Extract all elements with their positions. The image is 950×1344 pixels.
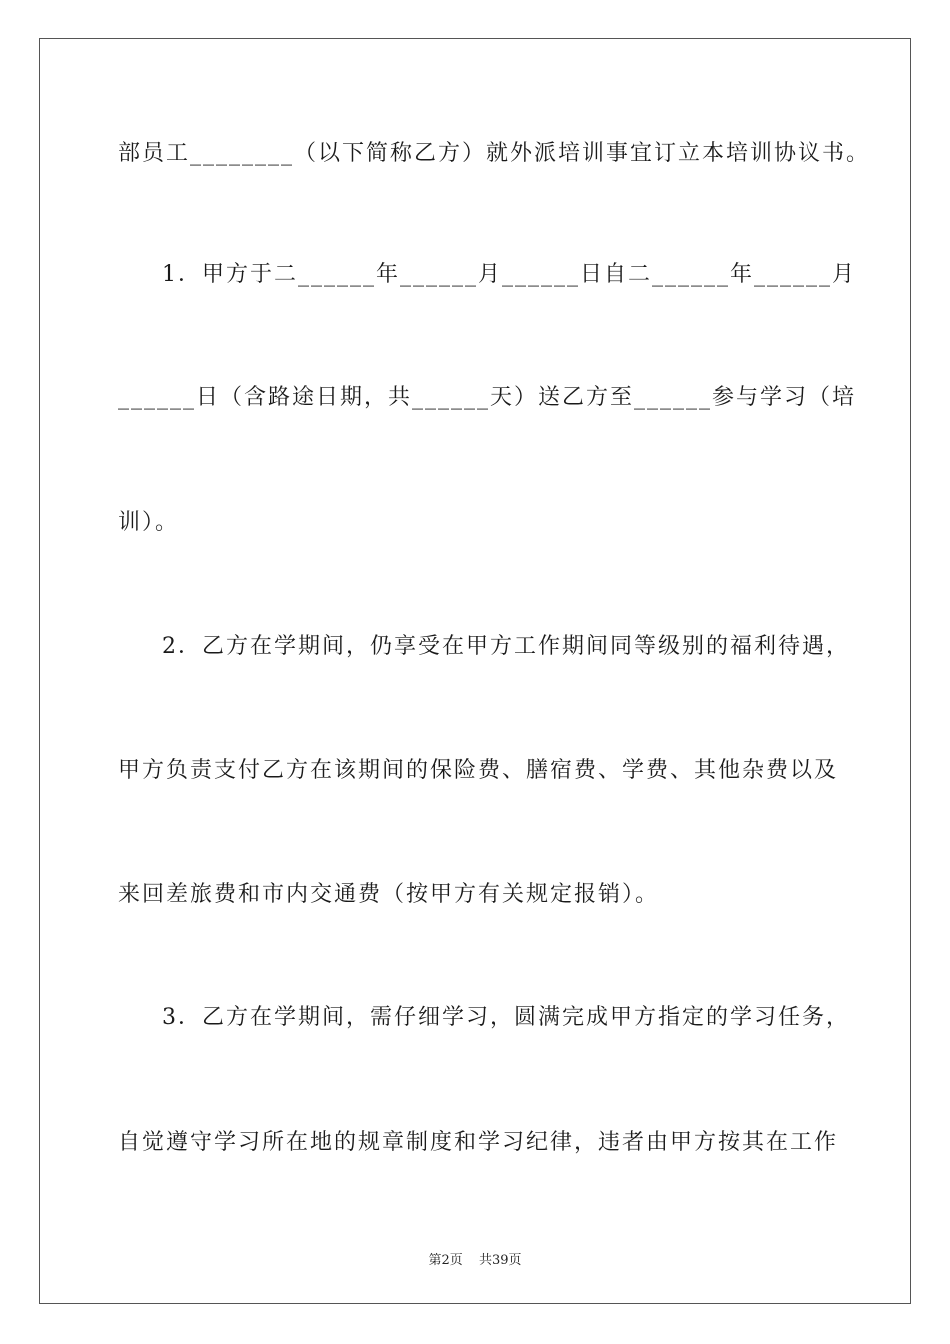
text-line-1: 部员工________（以下简称乙方）就外派培训事宜订立本培训协议书。: [118, 141, 871, 166]
total-pages: 共39页: [478, 1253, 522, 1268]
clause-3-line-1: 3．乙方在学期间，需仔细学习，圆满完成甲方指定的学习任务，: [162, 1005, 850, 1030]
clause-2-line-3: 来回差旅费和市内交通费（按甲方有关规定报销）。: [118, 882, 660, 907]
page-number: 第2页: [428, 1253, 463, 1268]
clause-1-line-3: 训）。: [118, 510, 180, 535]
clause-3-line-2: 自觉遵守学习所在地的规章制度和学习纪律，违者由甲方按其在工作: [118, 1130, 839, 1155]
clause-2-line-1: 2．乙方在学期间，仍享受在甲方工作期间同等级别的福利待遇，: [162, 634, 850, 659]
page-footer: [0, 1249, 950, 1268]
clause-1-line-1: 1．甲方于二______年______月______日自二______年______月: [162, 262, 856, 287]
clause-2-line-2: 甲方负责支付乙方在该期间的保险费、膳宿费、学费、其他杂费以及: [118, 758, 839, 783]
clause-1-line-2: ______日（含路途日期，共______天）送乙方至______参与学习（培: [118, 385, 857, 410]
page-border: [39, 38, 911, 1304]
